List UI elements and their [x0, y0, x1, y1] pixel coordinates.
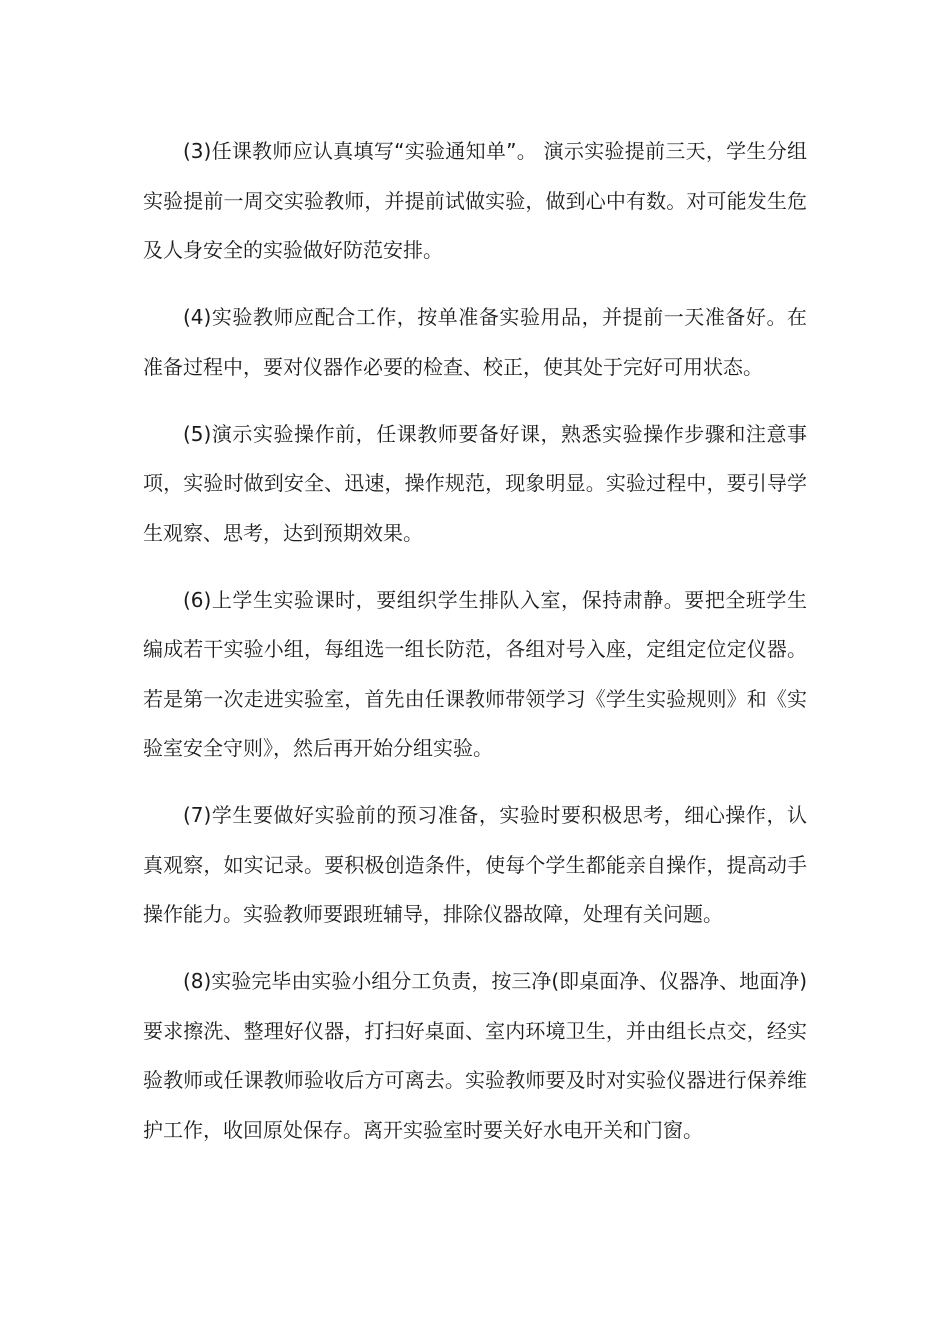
paragraph-5: (5)演示实验操作前，任课教师要备好课，熟悉实验操作步骤和注意事项，实验时做到安全、迅速，操作规范，现象明显。实验过程中，要引导学生观察、思考，达到预期效果。 [143, 421, 807, 545]
paragraph-8: (8)实验完毕由实验小组分工负责，按三净(即桌面净、仪器净、地面净)要求擦洗、整理好仪器，打扫好桌面、室内环境卫生，并由组长点交，经实验教师或任课教师验收后方可离去。实验教师要及时对实验仪器进行保养维护工作，收回原处保存。离开实验室时要关好水电开关和门窗。 [143, 969, 807, 1142]
paragraph-3: (3)任课教师应认真填写“实验通知单”。 演示实验提前三天，学生分组实验提前一周交实验教师，并提前试做实验，做到心中有数。对可能发生危及人身安全的实验做好防范安排。 [143, 139, 807, 262]
paragraph-6: (6)上学生实验课时，要组织学生排队入室，保持肃静。要把全班学生编成若干实验小组，每组选一组长防范，各组对号入座，定组定位定仪器。若是第一次走进实验室，首先由任课教师带领学习《学生实验规则》和《实验室安全守则》，然后再开始分组实验。 [143, 587, 807, 760]
paragraph-7: (7)学生要做好实验前的预习准备，实验时要积极思考，细心操作，认真观察，如实记录。要积极创造条件，使每个学生都能亲自操作，提高动手操作能力。实验教师要跟班辅导，排除仪器故障，处理有关问题。 [143, 803, 807, 926]
paragraph-4: (4)实验教师应配合工作，按单准备实验用品，并提前一天准备好。在准备过程中，要对仪器作必要的检查、校正，使其处于完好可用状态。 [143, 305, 807, 379]
document-body [143, 127, 807, 1155]
